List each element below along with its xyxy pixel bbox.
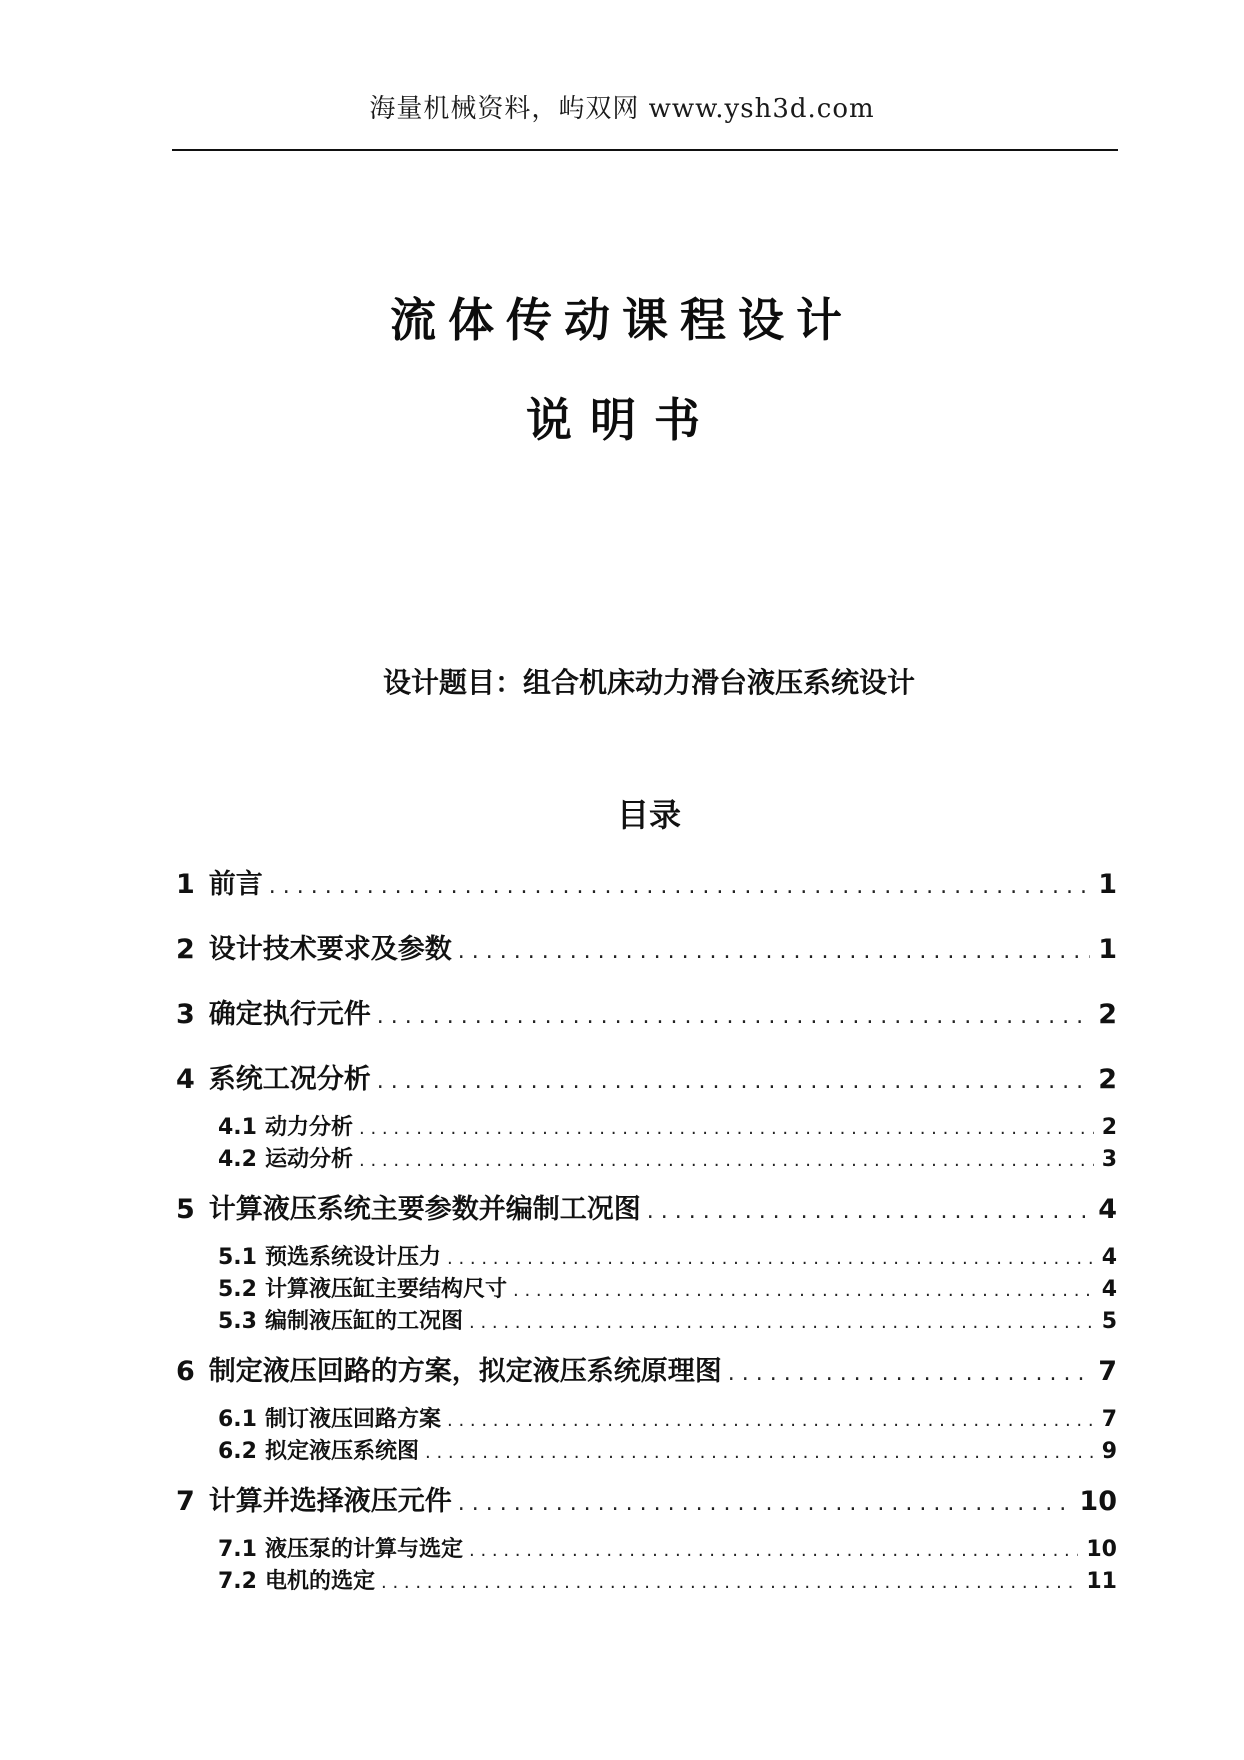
toc-entry-number: 5.2 xyxy=(218,1277,257,1302)
toc-entry-title: 计算液压系统主要参数并编制工况图 xyxy=(208,1194,641,1225)
toc-leader-dots xyxy=(458,1491,1072,1516)
toc-entry-title: 预选系统设计压力 xyxy=(264,1245,441,1270)
toc-entry-page: 2 xyxy=(1098,999,1117,1030)
toc-subentry[interactable] xyxy=(218,1272,1117,1304)
toc-entry-title: 动力分析 xyxy=(264,1115,353,1140)
toc-entry-number: 1 xyxy=(176,869,195,900)
toc-subentry[interactable] xyxy=(218,1402,1117,1434)
toc-subentry[interactable] xyxy=(218,1532,1117,1564)
toc-entry-title: 拟定液压系统图 xyxy=(264,1439,419,1464)
toc-entry-page: 1 xyxy=(1098,869,1117,900)
toc-entry-title: 编制液压缸的工况图 xyxy=(264,1309,463,1334)
toc-leader-dots xyxy=(469,1312,1094,1333)
toc-entry-page: 2 xyxy=(1098,1064,1117,1095)
toc-entry-title: 计算液压缸主要结构尺寸 xyxy=(264,1277,507,1302)
toc-entry-number: 5.3 xyxy=(218,1309,257,1334)
toc-entry-page: 5 xyxy=(1101,1309,1117,1334)
header-rule xyxy=(172,149,1118,151)
toc-subentry[interactable] xyxy=(218,1110,1117,1142)
toc-entry-title: 制订液压回路方案 xyxy=(264,1407,441,1432)
toc-entry[interactable] xyxy=(176,1349,1117,1389)
toc-entry-page: 10 xyxy=(1086,1537,1117,1562)
toc-leader-dots xyxy=(359,1118,1094,1139)
toc-leader-dots xyxy=(447,1248,1094,1269)
toc-heading: 目录 xyxy=(616,796,681,834)
toc-leader-dots xyxy=(377,1069,1090,1094)
document-subtitle: 说明书 xyxy=(526,393,718,447)
toc-entry-number: 7.2 xyxy=(218,1569,257,1594)
toc-subentry[interactable] xyxy=(218,1564,1117,1596)
document-title: 流体传动课程设计 xyxy=(390,293,854,347)
toc-entry-number: 2 xyxy=(176,934,195,965)
toc-entry-number: 6.2 xyxy=(218,1439,257,1464)
toc-entry-title: 电机的选定 xyxy=(264,1569,375,1594)
toc-entry-number: 4.2 xyxy=(218,1147,257,1172)
toc-entry-title: 设计技术要求及参数 xyxy=(208,934,452,965)
toc-entry[interactable] xyxy=(176,1187,1117,1227)
toc-entry-page: 7 xyxy=(1098,1356,1117,1387)
toc-leader-dots xyxy=(425,1442,1094,1463)
design-subject: 设计题目：组合机床动力滑台液压系统设计 xyxy=(382,666,915,699)
toc-entry-title: 系统工况分析 xyxy=(208,1064,371,1095)
toc-leader-dots xyxy=(647,1199,1090,1224)
toc-entry[interactable] xyxy=(176,1057,1117,1097)
toc-leader-dots xyxy=(377,1004,1090,1029)
toc-leader-dots xyxy=(513,1280,1094,1301)
toc-entry-number: 4 xyxy=(176,1064,195,1095)
toc-entry-page: 3 xyxy=(1101,1147,1117,1172)
toc-entry-title: 制定液压回路的方案，拟定液压系统原理图 xyxy=(208,1356,722,1387)
toc-entry-number: 6.1 xyxy=(218,1407,257,1432)
toc-subentry[interactable] xyxy=(218,1240,1117,1272)
toc-leader-dots xyxy=(458,939,1090,964)
toc-entry-title: 前言 xyxy=(208,869,263,900)
toc-entry-page: 1 xyxy=(1098,934,1117,965)
toc-entry-page: 4 xyxy=(1101,1277,1117,1302)
page-header: 海量机械资料，屿双网 www.ysh3d.com xyxy=(369,94,875,124)
toc-entry-number: 5 xyxy=(176,1194,195,1225)
toc-entry-title: 确定执行元件 xyxy=(208,999,371,1030)
toc-leader-dots xyxy=(359,1150,1094,1171)
toc-entry[interactable] xyxy=(176,1479,1117,1519)
toc-entry-title: 运动分析 xyxy=(264,1147,353,1172)
toc-subentry[interactable] xyxy=(218,1142,1117,1174)
toc-entry-number: 7 xyxy=(176,1486,195,1517)
toc-entry-page: 2 xyxy=(1101,1115,1117,1140)
toc-entry-title: 液压泵的计算与选定 xyxy=(264,1537,463,1562)
toc-leader-dots xyxy=(469,1540,1078,1561)
toc-entry[interactable] xyxy=(176,992,1117,1032)
toc-entry-number: 7.1 xyxy=(218,1537,257,1562)
toc-subentry[interactable] xyxy=(218,1304,1117,1336)
toc-leader-dots xyxy=(381,1572,1078,1593)
toc-leader-dots xyxy=(269,874,1090,899)
toc-leader-dots xyxy=(447,1410,1094,1431)
toc-entry-page: 10 xyxy=(1079,1486,1117,1517)
toc-entry-page: 4 xyxy=(1098,1194,1117,1225)
toc-entry[interactable] xyxy=(176,862,1117,902)
toc-entry-title: 计算并选择液压元件 xyxy=(208,1486,452,1517)
toc-entry-number: 4.1 xyxy=(218,1115,257,1140)
toc-entry-page: 4 xyxy=(1101,1245,1117,1270)
toc-entry-page: 9 xyxy=(1101,1439,1117,1464)
toc-subentry[interactable] xyxy=(218,1434,1117,1466)
toc-leader-dots xyxy=(728,1361,1090,1386)
toc-entry-number: 3 xyxy=(176,999,195,1030)
toc-entry-page: 7 xyxy=(1101,1407,1117,1432)
toc-entry[interactable] xyxy=(176,927,1117,967)
toc-entry-number: 6 xyxy=(176,1356,195,1387)
toc-entry-page: 11 xyxy=(1086,1569,1117,1594)
toc-entry-number: 5.1 xyxy=(218,1245,257,1270)
